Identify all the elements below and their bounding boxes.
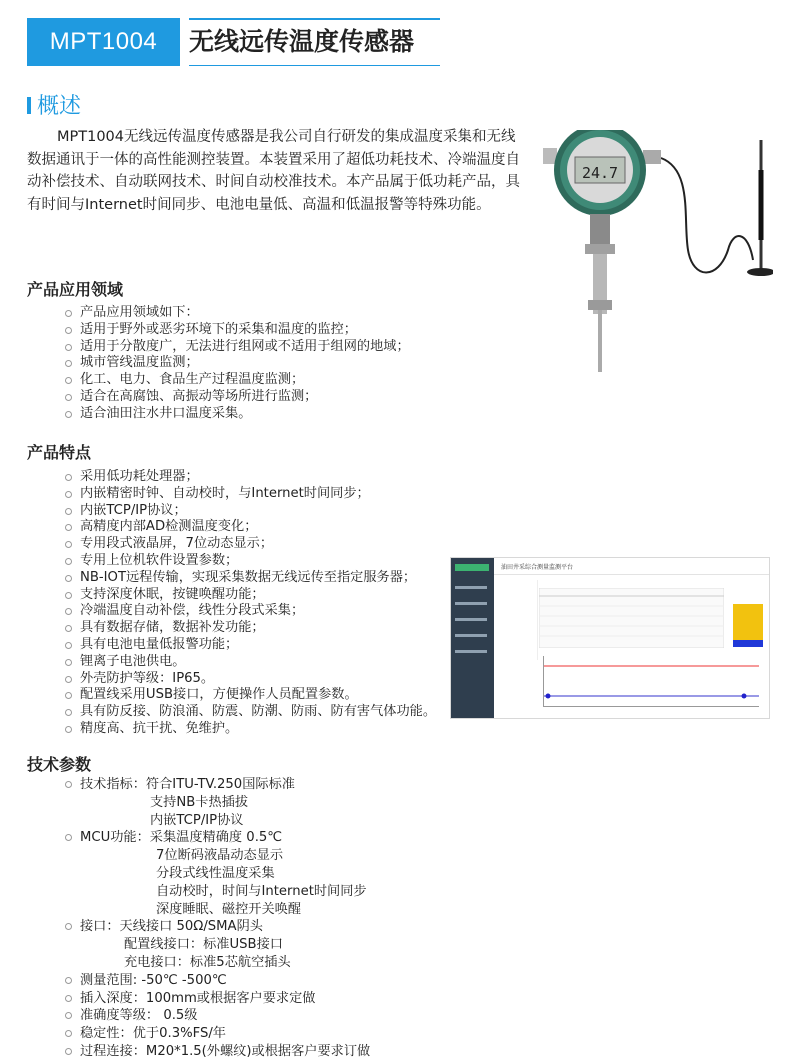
section-marker [27,97,31,114]
list-item-text: NB-IOT远程传输，实现采集数据无线远传至指定服务器； [80,569,417,585]
list-item-text: 专用上位机软件设置参数； [80,552,239,568]
spec-row [64,918,370,936]
list-item [64,339,410,356]
list-item [64,305,410,322]
spec-row [64,1007,370,1025]
list-item-text: 内嵌TCP/IP协议； [80,502,187,518]
spec-row [64,1043,370,1061]
bullet-icon [65,977,72,984]
list-item [64,406,410,423]
list-item-text: 外壳防护等级：IP65。 [80,670,215,686]
bullet-icon [65,1030,72,1037]
bullet-icon [65,524,72,531]
bullet-icon [65,344,72,351]
spec-text: MCU功能：采集温度精确度 0.5℃ [80,830,283,846]
spec-text: 配置线接口：标准USB接口 [124,937,283,953]
spec-text: 稳定性：优于0.3%FS/年 [80,1026,226,1042]
list-item [64,687,436,704]
spec-text: 内嵌TCP/IP协议 [150,812,244,828]
page-header [27,18,440,66]
software-table [539,588,724,648]
list-item [64,536,436,553]
spec-text: 自动校时，时间与Internet时间同步 [156,883,367,899]
spec-row [64,1025,370,1043]
spec-row [64,901,370,919]
spec-text: 过程连接：M20*1.5(外螺纹)或根据客户要求订做 [80,1043,371,1059]
bullet-icon [65,394,72,401]
list-item-text: 具有数据存储，数据补发功能； [80,620,265,636]
software-title: 油田井采综合测量监测平台 [501,564,574,571]
model-badge: MPT1004 [27,18,180,66]
spec-row [64,990,370,1008]
list-item [64,486,436,503]
bullet-icon [65,592,72,599]
specs-list [64,776,370,1061]
software-trend [543,656,759,707]
spec-row [64,954,370,972]
list-item [64,671,436,688]
bullet-icon [65,834,72,841]
list-item-text: 城市管线温度监测； [80,355,199,371]
software-sidebar [451,558,494,718]
list-item [64,519,436,536]
spec-text: 插入深度：100mm或根据客户要求定做 [80,990,316,1006]
bullet-icon [65,995,72,1002]
bullet-icon [65,327,72,334]
bullet-icon [65,474,72,481]
spec-text: 技术指标：符合ITU-TV.250国际标准 [80,777,295,792]
list-item-text: 适用于野外或恶劣环境下的采集和温度的监控； [80,321,357,337]
list-item [64,570,436,587]
spec-text: 深度睡眠、磁控开关唤醒 [156,901,302,917]
lcd-reading: 24.7 [581,164,619,182]
features-heading: 产品特点 [27,443,92,462]
bullet-icon [65,625,72,632]
header-bottom-rule [189,65,440,67]
list-item [64,637,436,654]
list-item [64,654,436,671]
list-item [64,372,410,389]
bullet-icon [65,608,72,615]
bullet-icon [65,692,72,699]
spec-row [64,794,370,812]
list-item [64,721,436,738]
list-item-text: 化工、电力、食品生产过程温度监测； [80,372,305,388]
list-item [64,355,410,372]
software-bar-yellow [733,604,763,640]
specs-heading: 技术参数 [27,755,92,774]
spec-row [64,883,370,901]
list-item-text: 锂离子电池供电。 [80,653,186,669]
bullet-icon [65,709,72,716]
spec-row [64,812,370,830]
spec-row [64,972,370,990]
spec-text: 接口：天线接口 50Ω/SMA阴头 [80,919,263,935]
bullet-icon [65,726,72,733]
applications-list [64,305,410,423]
applications-heading: 产品应用领域 [27,280,124,299]
spec-text: 充电接口：标准5芯航空插头 [124,954,291,970]
bullet-icon [65,310,72,317]
spec-row [64,936,370,954]
bullet-icon [65,377,72,384]
list-item-text: 具有防反接、防浪涌、防震、防潮、防雨、防有害气体功能。 [80,704,437,720]
bullet-icon [65,360,72,367]
list-item [64,553,436,570]
list-item [64,503,436,520]
spec-row [64,847,370,865]
list-item [64,620,436,637]
list-item-text: 适合在高腐蚀、高振动等场所进行监测； [80,388,318,404]
list-item [64,389,410,406]
list-item [64,587,436,604]
software-topbar [494,558,769,575]
bullet-icon [65,575,72,582]
list-item-text: 配置线采用USB接口，方便操作人员配置参数。 [80,687,358,703]
list-item-text: 产品应用领域如下： [80,305,199,320]
spec-row [64,865,370,883]
bullet-icon [65,923,72,930]
spec-text: 7位断码液晶动态显示 [156,848,284,864]
spec-row [64,829,370,847]
spec-text: 分段式线性温度采集 [156,865,275,881]
spec-text: 支持NB卡热插拔 [150,794,249,810]
bullet-icon [65,558,72,565]
bullet-icon [65,781,72,788]
list-item-text: 适合油田注水井口温度采集。 [80,405,252,421]
list-item-text: 冷端温度自动补偿，线性分段式采集； [80,603,305,619]
bullet-icon [65,1048,72,1055]
spec-text: 准确度等级： 0.5级 [80,1008,198,1024]
software-logo [455,564,489,571]
bullet-icon [65,1012,72,1019]
list-item-text: 专用段式液晶屏，7位动态显示； [80,536,274,552]
list-item-text: 高精度内部AD检测温度变化； [80,519,258,535]
list-item-text: 精度高、抗干扰、免维护。 [80,720,239,736]
features-list [64,469,436,738]
bullet-icon [65,491,72,498]
spec-row [64,776,370,794]
bullet-icon [65,676,72,683]
bullet-icon [65,659,72,666]
list-item-text: 采用低功耗处理器； [80,469,199,484]
bullet-icon [65,411,72,418]
list-item-text: 内嵌精密时钟、自动校时，与Internet时间同步； [80,485,370,501]
software-screenshot [450,557,770,719]
overview-text: MPT1004无线远传温度传感器是我公司自行研发的集成温度采集和无线数据通讯于一体的高性能测控装置。本装置采用了超低功耗技术、冷端温度自动补偿技术、自动联网技术、时间自动校准技术。本产品属于低功耗产品，具有时间与Internet时间同步、电池电量低、高温和低温报警等特殊功能。 [27,129,520,213]
sensor-photo [543,130,773,375]
list-item-text: 适用于分散度广，无法进行组网或不适用于组网的地域； [80,338,410,354]
software-bar-blue [733,640,763,647]
list-item [64,704,436,721]
list-item-text: 支持深度休眠，按键唤醒功能； [80,586,265,602]
list-item [64,603,436,620]
overview-heading: 概述 [37,94,82,119]
software-tree [497,580,538,660]
bullet-icon [65,508,72,515]
page-title: 无线远传温度传感器 [189,27,415,56]
list-item [64,322,410,339]
spec-text: 测量范围: -50℃ -500℃ [80,972,227,988]
bullet-icon [65,642,72,649]
bullet-icon [65,541,72,548]
list-item-text: 具有电池电量低报警功能； [80,636,239,652]
list-item [64,469,436,486]
